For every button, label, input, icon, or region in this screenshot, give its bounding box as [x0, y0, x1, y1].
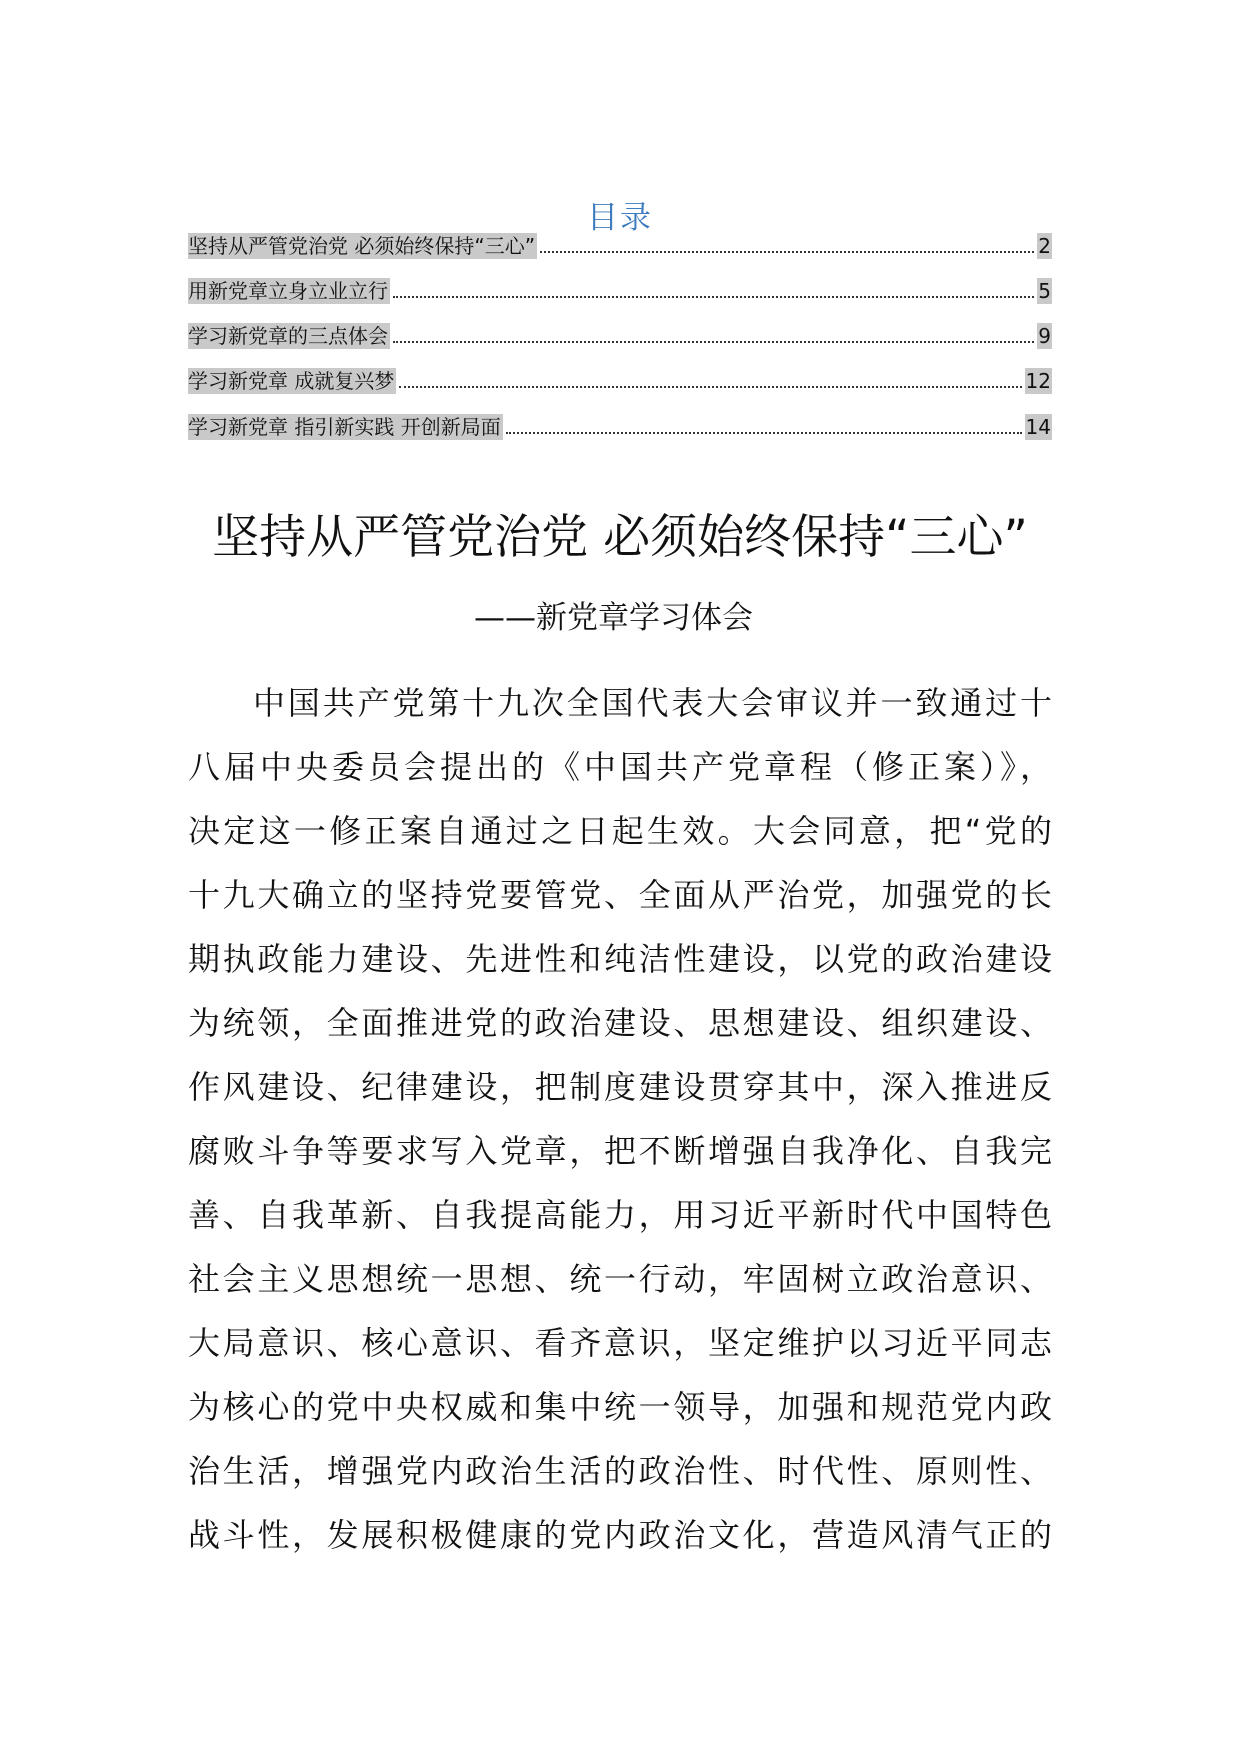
toc-entry-title[interactable]: 学习新党章的三点体会	[188, 324, 388, 348]
toc-entry[interactable]	[188, 367, 1052, 394]
toc-entry-page[interactable]: 9	[1038, 324, 1051, 348]
body-text-line: 善、自我革新、自我提高能力，用习近平新时代中国特色	[188, 1196, 1052, 1234]
body-text-line: 为统领，全面推进党的政治建设、思想建设、组织建设、	[188, 1004, 1052, 1042]
toc-entry[interactable]	[188, 413, 1052, 440]
toc-title: 目录	[587, 200, 653, 236]
toc-leader-dots	[393, 296, 1034, 298]
body-text-line: 治生活，增强党内政治生活的政治性、时代性、原则性、	[188, 1452, 1052, 1490]
toc-entry[interactable]	[188, 322, 1052, 349]
toc-entry-title[interactable]: 坚持从严管党治党 必须始终保持“三心”	[188, 234, 536, 258]
toc-entry-title[interactable]: 学习新党章 指引新实践 开创新局面	[188, 415, 501, 439]
toc-leader-dots	[399, 386, 1021, 388]
toc-entry[interactable]	[188, 232, 1052, 259]
toc-leader-dots	[540, 251, 1034, 253]
body-text-line: 社会主义思想统一思想、统一行动，牢固树立政治意识、	[188, 1260, 1052, 1298]
body-text-line: 十九大确立的坚持党要管党、全面从严治党，加强党的长	[188, 876, 1052, 914]
toc-entry-page[interactable]: 5	[1038, 279, 1051, 303]
toc-entry-page[interactable]: 12	[1025, 369, 1051, 393]
toc-entry-title[interactable]: 学习新党章 成就复兴梦	[188, 369, 395, 393]
toc-entry-title[interactable]: 用新党章立身立业立行	[188, 279, 388, 303]
toc-leader-dots	[393, 341, 1034, 343]
body-text-line: 八届中央委员会提出的《中国共产党章程（修正案）》，	[188, 748, 1052, 786]
body-text-line: 大局意识、核心意识、看齐意识，坚定维护以习近平同志	[188, 1324, 1052, 1362]
article-title: 坚持从严管党治党 必须始终保持“三心”	[212, 510, 1028, 565]
body-text-line: 为核心的党中央权威和集中统一领导，加强和规范党内政	[188, 1388, 1052, 1426]
body-text-line: 作风建设、纪律建设，把制度建设贯穿其中，深入推进反	[188, 1068, 1052, 1106]
body-text-line: 腐败斗争等要求写入党章，把不断增强自我净化、自我完	[188, 1132, 1052, 1170]
toc-leader-dots	[506, 432, 1022, 434]
body-text-line: 期执政能力建设、先进性和纯洁性建设，以党的政治建设	[188, 940, 1052, 978]
toc-entry-page[interactable]: 2	[1038, 234, 1051, 258]
toc-entry[interactable]	[188, 277, 1052, 304]
article-subtitle: ——新党章学习体会	[474, 600, 753, 636]
body-text-line: 决定这一修正案自通过之日起生效。大会同意，把“党的	[188, 812, 1052, 850]
toc-entry-page[interactable]: 14	[1025, 415, 1051, 439]
body-text-line: 战斗性，发展积极健康的党内政治文化，营造风清气正的	[188, 1516, 1052, 1554]
body-text-line: 中国共产党第十九次全国代表大会审议并一致通过十	[253, 684, 1052, 722]
